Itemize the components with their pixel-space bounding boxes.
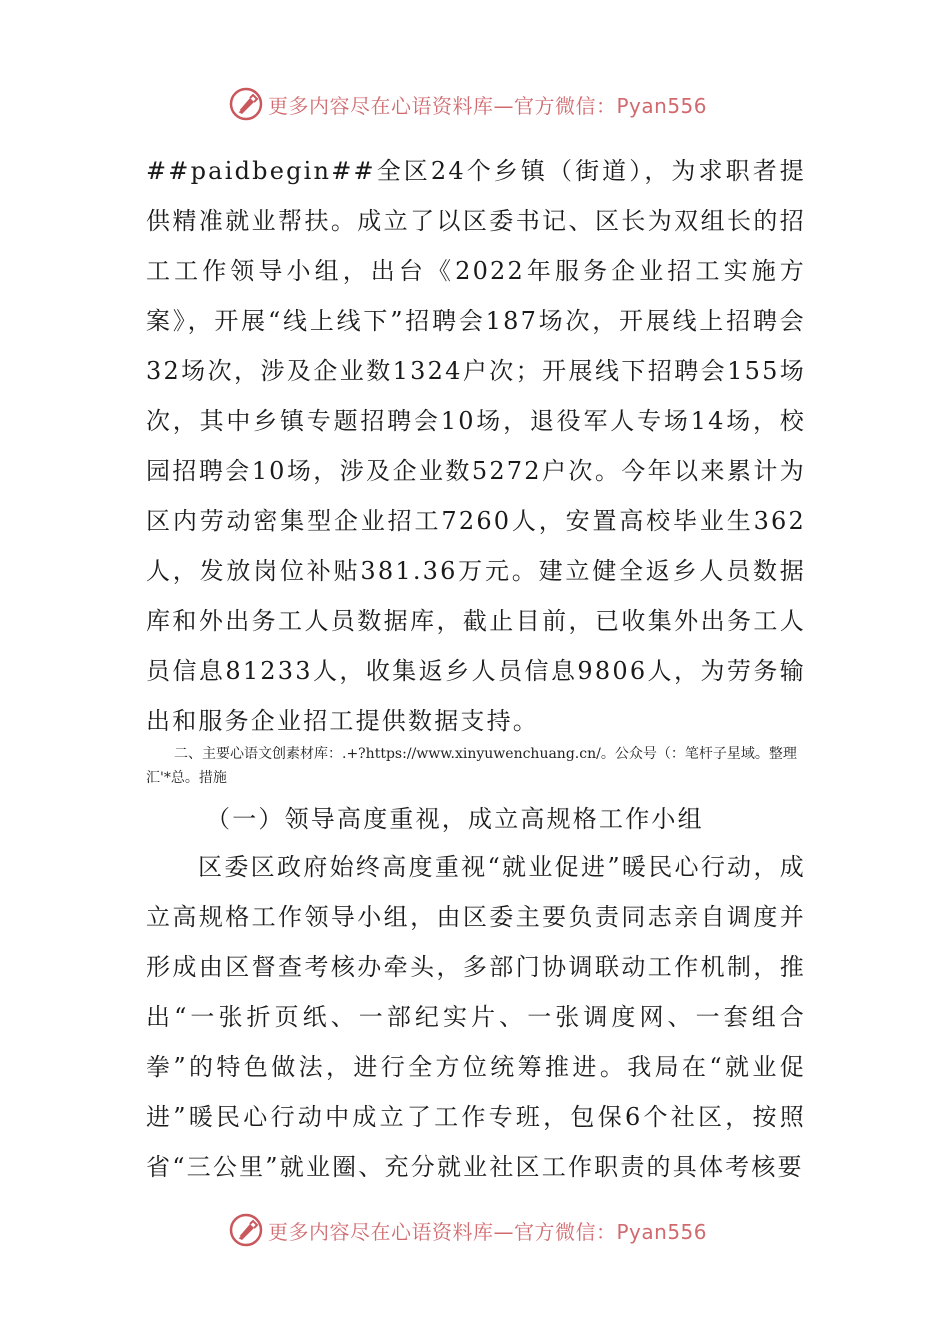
watermark-text: 更多内容尽在心语资料库—官方微信：Pyan556 <box>268 1219 708 1244</box>
section-note: 二、主要心语文创素材库：.+?https://www.xinyuwenchuang.cn/。公众号（：笔杆子星域。整理汇'*总。措施 <box>146 746 797 786</box>
body-paragraph: ##paidbegin##全区24个乡镇（街道），为求职者提供精准就业帮扶。成立了以区委书记、区长为双组长的招工工作领导小组，出台《2022年服务企业招工实施方案》，开展“线上线下”招聘会187场次，开展线上招聘会32场次，涉及企业数1324户次；开展线下招聘会155场次，其中乡镇专题招聘会10场，退役军人专场14场，校园招聘会10场，涉及企业数5272户次。今年以来累计为区内劳动密集型企业招工7260人，安置高校毕业生362人，发放岗位补贴381.36万元。建立健全返乡人员数据库和外出务工人员数据库，截止目前，已收集外出务工人员信息81233人，收集返乡人员信息9806人，为劳务输出和服务企业招工提供数据支持。 <box>146 157 806 735</box>
watermark-text: 更多内容尽在心语资料库—官方微信：Pyan556 <box>268 93 708 118</box>
watermark-banner-bottom <box>228 1210 707 1250</box>
body-paragraph: 区委区政府始终高度重视“就业促进”暖民心行动，成立高规格工作领导小组，由区委主要负责同志亲自调度并形成由区督查考核办牵头，多部门协调联动工作机制，推出“一张折页纸、一部纪实片、一张调度网、一套组合拳”的特色做法，进行全方位统筹推进。我局在“就业促进”暖民心行动中成立了工作专班，包保6个社区，按照省“三公里”就业圈、充分就业社区工作职责的具体考核要 <box>146 853 806 1181</box>
pen-nib-logo-icon <box>228 86 264 122</box>
pen-nib-logo-icon <box>228 1212 264 1248</box>
watermark-banner-top <box>228 84 707 124</box>
section-heading: （一）领导高度重视，成立高规格工作小组 <box>206 805 704 833</box>
